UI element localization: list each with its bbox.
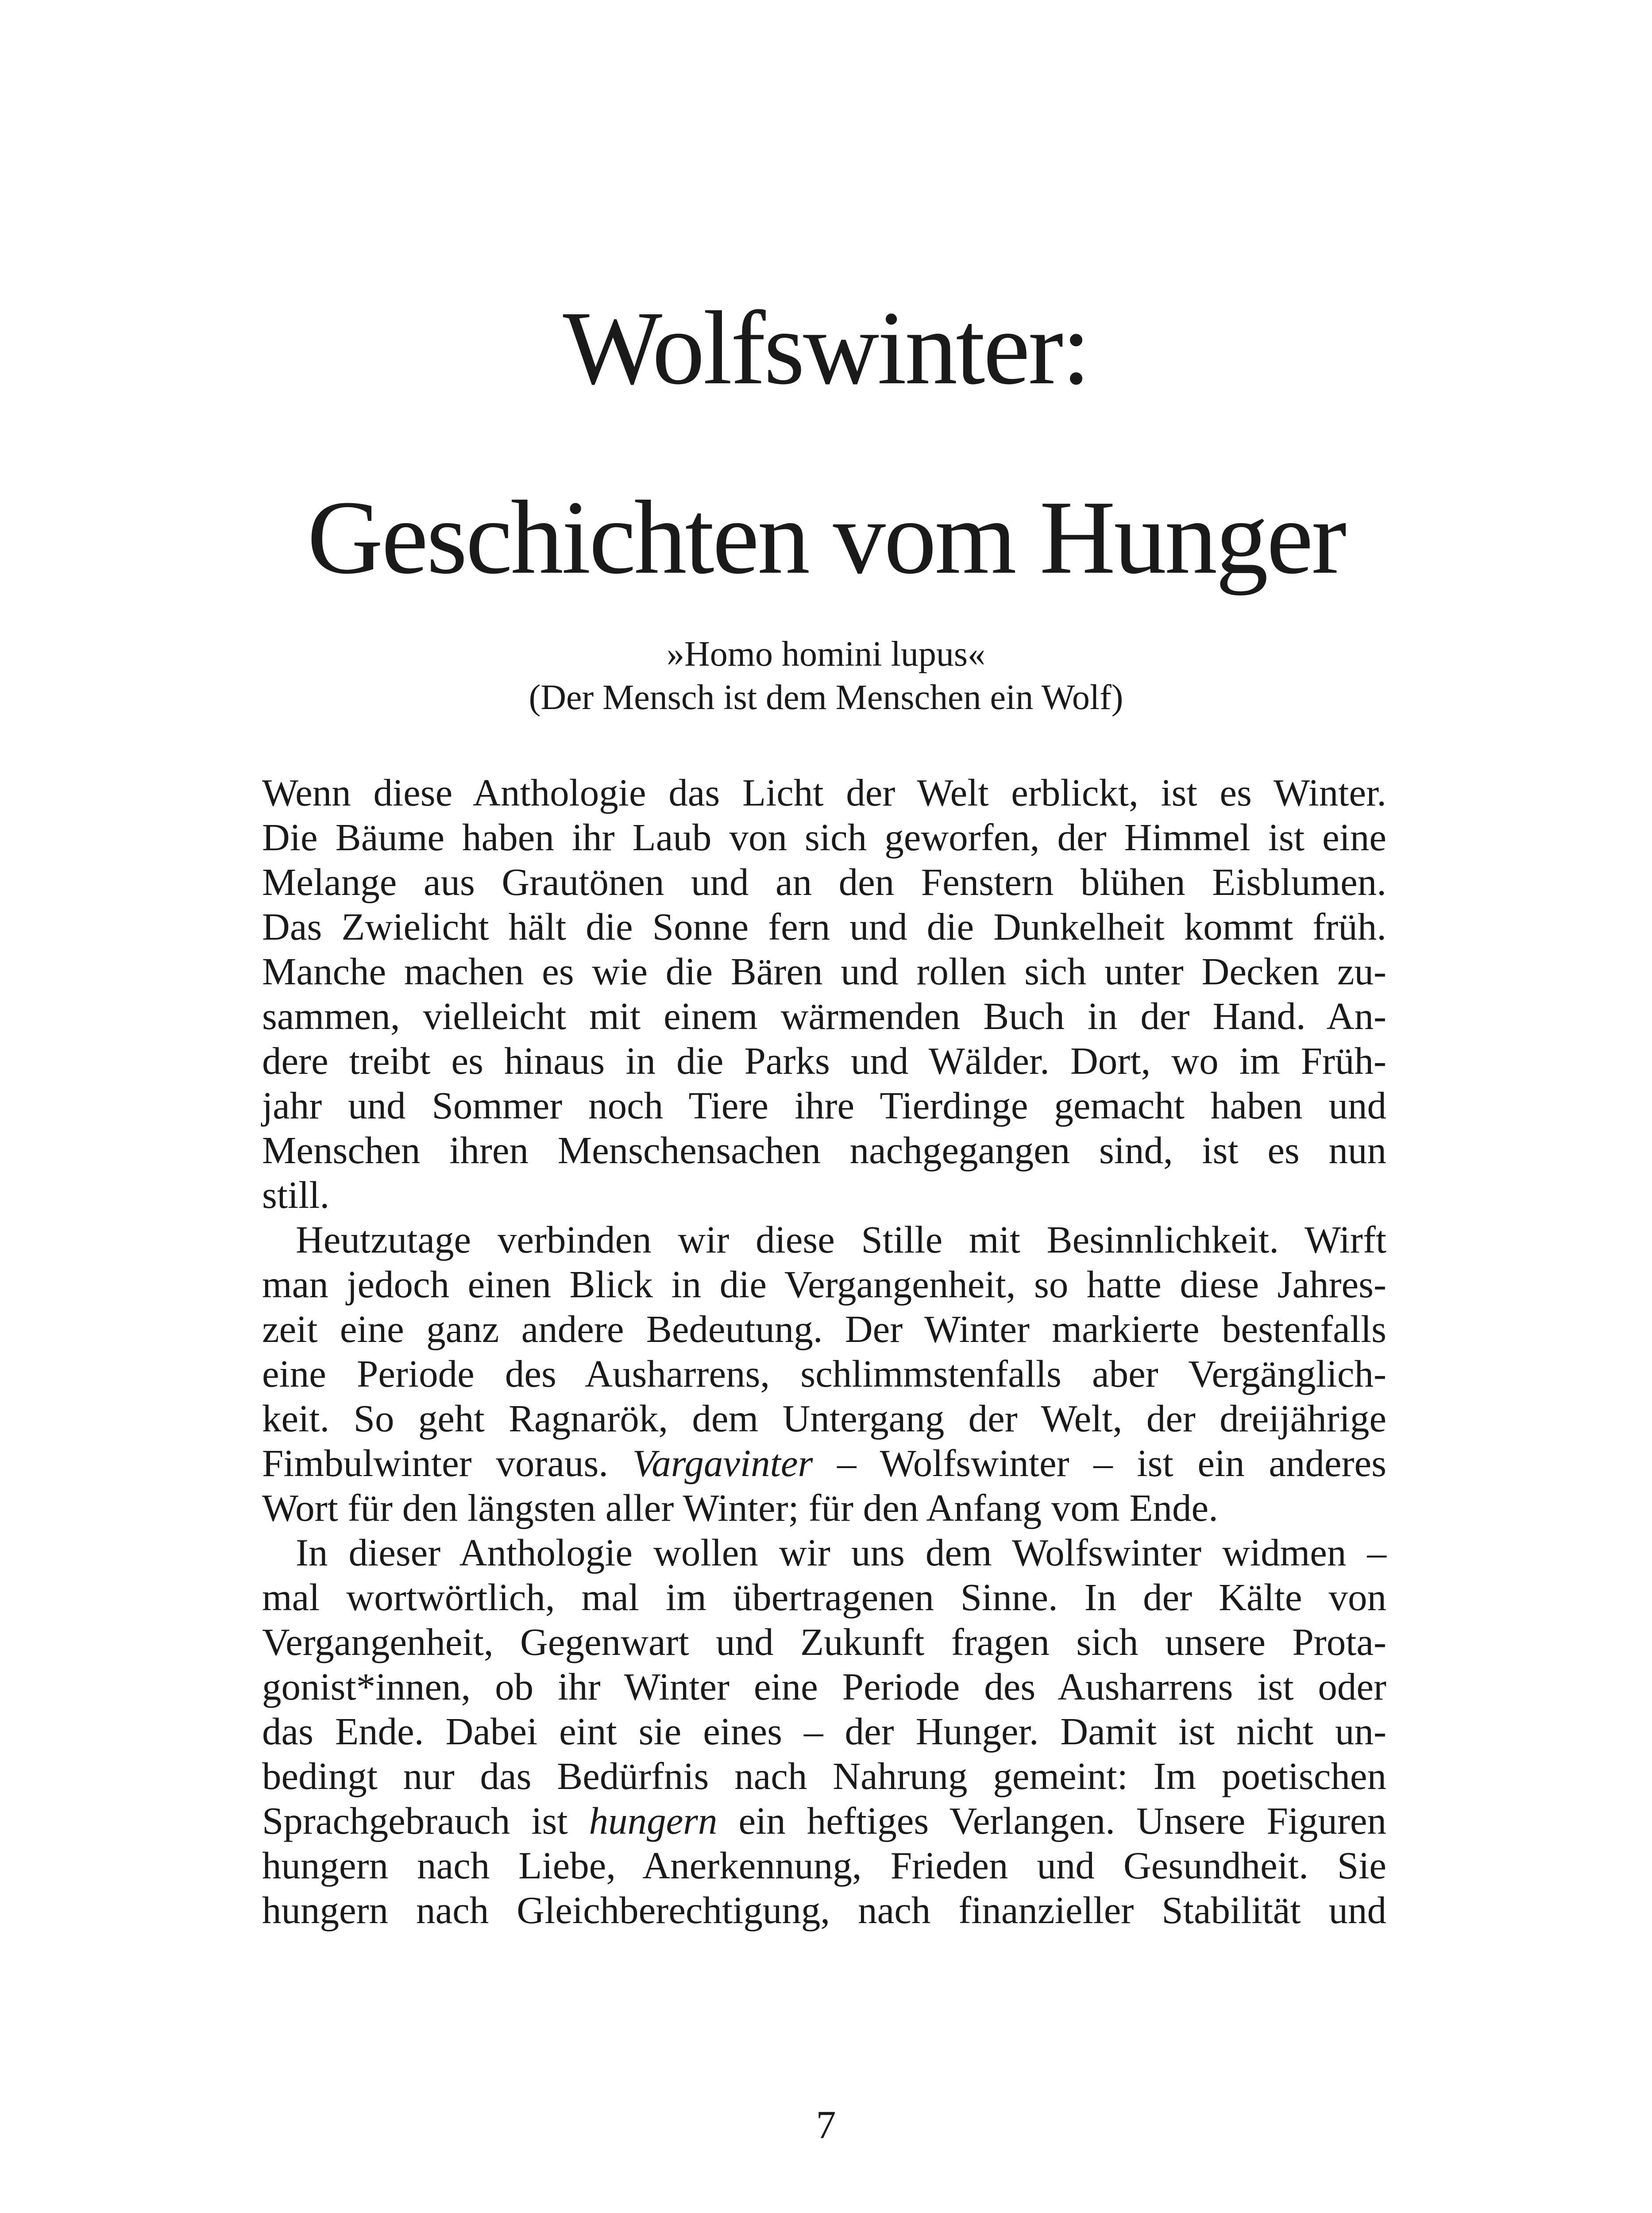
text-line: Heutzutage verbinden wir diese Stille mit Besinnlichkeit. Wirft <box>296 1218 1386 1261</box>
text-run: – Wolfswinter – ist ein anderes <box>813 1442 1386 1484</box>
text-run: Fimbulwinter voraus. <box>262 1442 633 1484</box>
text-line: jahr und Sommer noch Tiere ihre Tierdinge gemacht haben und <box>262 1084 1386 1127</box>
paragraph-3 <box>262 1530 1386 1932</box>
page-number: 7 <box>816 2103 836 2147</box>
epigraph-latin: »Homo homini lupus« <box>666 635 986 674</box>
text-line: Wenn diese Anthologie das Licht der Welt erblickt, ist es Winter. <box>262 771 1386 814</box>
text-run: Sprachgebrauch ist <box>262 1799 589 1842</box>
text-line-with-italic <box>262 1798 1386 1843</box>
text-line: dere treibt es hinaus in die Parks und Wälder. Dort, wo im Früh- <box>262 1039 1386 1082</box>
text-line: Manche machen es wie die Bären und rollen sich unter Decken zu- <box>262 950 1386 993</box>
text-line: Melange aus Grautönen und an den Fenstern blühen Eisblumen. <box>262 860 1386 903</box>
text-line: hungern nach Liebe, Anerkennung, Frieden und Gesundheit. Sie <box>262 1844 1386 1887</box>
italic-term: hungern <box>589 1799 718 1842</box>
text-line: Vergangenheit, Gegenwart und Zukunft fragen sich unsere Prota- <box>262 1620 1386 1663</box>
text-line: Wort für den längsten aller Winter; für den Anfang vom Ende. <box>262 1486 1218 1529</box>
text-line: mal wortwörtlich, mal im übertragenen Sinne. In der Kälte von <box>262 1576 1386 1619</box>
text-line: Die Bäume haben ihr Laub von sich geworfen, der Himmel ist eine <box>262 816 1386 859</box>
chapter-title-line-1: Wolfswinter: <box>563 290 1089 406</box>
body-text <box>262 770 1386 1932</box>
text-line: still. <box>262 1173 330 1216</box>
text-line: Menschen ihren Menschensachen nachgegangen sind, ist es nun <box>262 1129 1386 1172</box>
text-run: ein heftiges Verlangen. Unsere Figuren <box>717 1799 1386 1842</box>
italic-term: Vargavinter <box>632 1442 813 1484</box>
paragraph-1 <box>262 770 1386 1217</box>
text-line: das Ende. Dabei eint sie eines – der Hunger. Damit ist nicht un- <box>262 1710 1386 1753</box>
text-line: keit. So geht Ragnarök, dem Untergang der Welt, der dreijährige <box>262 1397 1386 1440</box>
epigraph-translation: (Der Mensch ist dem Menschen ein Wolf) <box>529 678 1123 717</box>
text-line: man jedoch einen Blick in die Vergangenheit, so hatte diese Jahres- <box>262 1263 1386 1306</box>
text-line: gonist*innen, ob ihr Winter eine Periode des Ausharrens ist oder <box>262 1665 1386 1708</box>
text-line: Das Zwielicht hält die Sonne fern und die Dunkelheit kommt früh. <box>262 905 1386 948</box>
text-line: zeit eine ganz andere Bedeutung. Der Winter markierte bestenfalls <box>262 1307 1386 1350</box>
text-line: hungern nach Gleichberechtigung, nach finanzieller Stabilität und <box>262 1889 1386 1932</box>
text-line: sammen, vielleicht mit einem wärmenden Buch in der Hand. An- <box>262 995 1386 1037</box>
text-line: In dieser Anthologie wollen wir uns dem Wolfswinter widmen – <box>296 1531 1386 1574</box>
text-line-with-italic <box>262 1441 1386 1485</box>
text-line: bedingt nur das Bedürfnis nach Nahrung gemeint: Im poetischen <box>262 1754 1386 1797</box>
chapter-title-line-2: Geschichten vom Hunger <box>307 479 1345 596</box>
text-line: eine Periode des Ausharrens, schlimmstenfalls aber Vergänglich- <box>262 1352 1386 1395</box>
paragraph-2 <box>262 1217 1386 1530</box>
